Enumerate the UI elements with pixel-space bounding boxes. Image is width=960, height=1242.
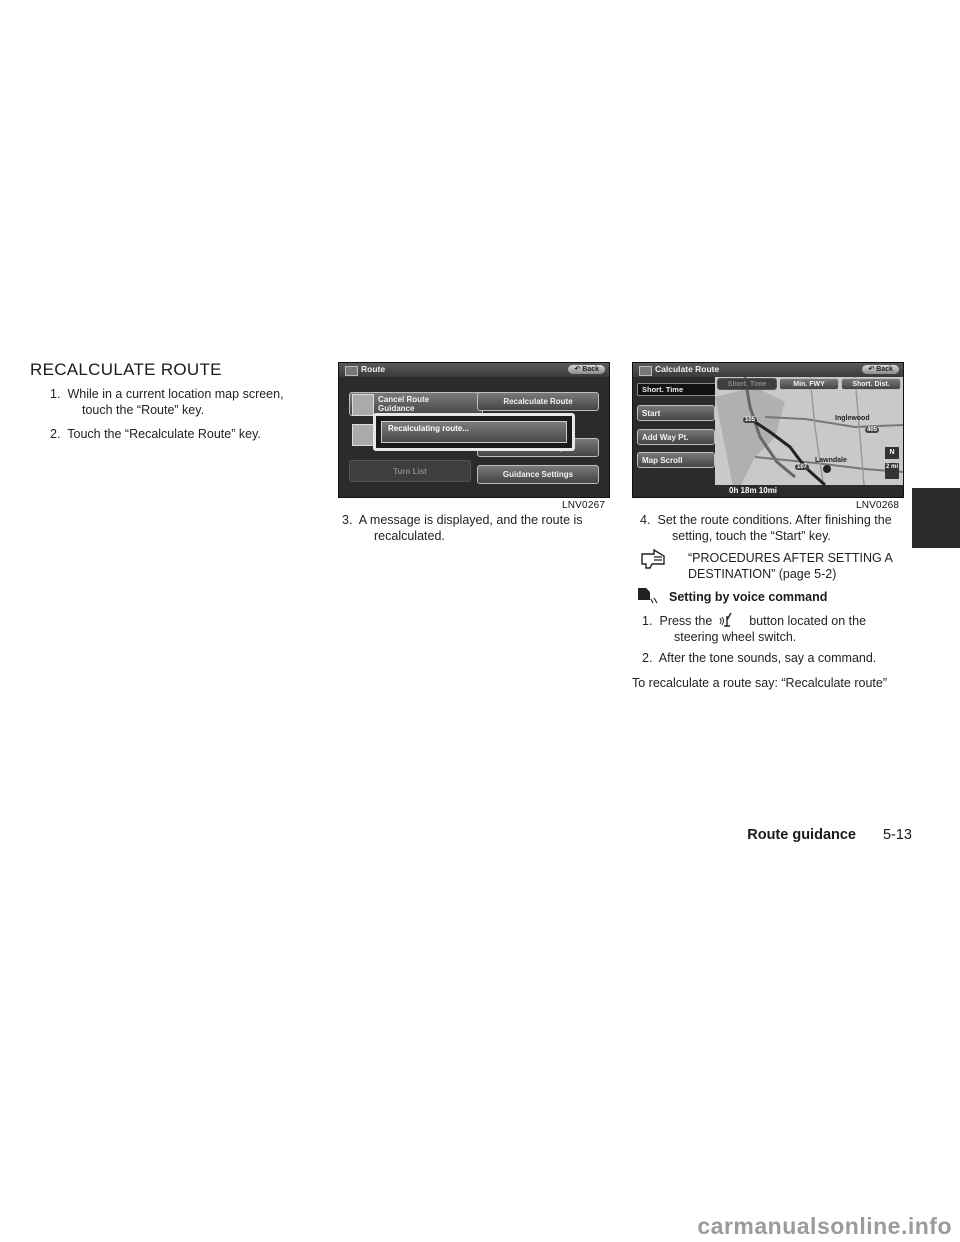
map-roads	[715, 377, 903, 497]
highway-105-shield: 105	[745, 417, 756, 423]
figure-caption-1: LNV0267	[562, 500, 606, 511]
talk-switch-icon	[718, 612, 740, 628]
voice-step-2-number: 2.	[642, 651, 653, 665]
step-1	[50, 386, 334, 418]
step-3-continuation: recalculated.	[374, 529, 445, 543]
step-2	[50, 426, 334, 442]
route-map	[715, 377, 903, 497]
step-4-continuation: setting, touch the “Start” key.	[672, 529, 831, 543]
guidance-settings-label: Guidance Settings	[502, 470, 574, 479]
start-label: Start	[642, 408, 661, 418]
step-2-number: 2.	[50, 427, 61, 441]
step-3	[342, 512, 624, 544]
scale-indicator: 2 mi	[885, 463, 899, 479]
step-3-number: 3.	[342, 513, 353, 527]
map-scroll-label: Map Scroll	[642, 455, 683, 465]
calculate-route-header	[633, 363, 903, 377]
tab-min-fwy-label: Min. FWY	[793, 380, 825, 388]
back-button: ↶ Back	[862, 365, 899, 374]
reference-pointer-icon	[640, 548, 670, 570]
voice-step-1	[642, 612, 918, 645]
route-thumbnail-2-icon	[352, 424, 374, 446]
start-button	[637, 405, 715, 421]
tab-short-dist-label: Short. Dist.	[852, 380, 890, 388]
step-4-number: 4.	[640, 513, 651, 527]
voice-command-icon	[636, 586, 658, 606]
voice-step-2-text: After the tone sounds, say a command.	[658, 651, 877, 665]
route-screen-title: Route	[361, 364, 386, 374]
turn-list-label: Turn List	[393, 466, 427, 476]
recalculating-popup	[373, 413, 575, 451]
route-condition-tabs	[715, 377, 903, 389]
footer-section-title: Route guidance	[747, 827, 856, 843]
back-label: Back	[582, 366, 599, 373]
guidance-settings-button	[477, 465, 599, 484]
highway-405-shield: 405	[867, 427, 878, 433]
turn-list-button	[349, 460, 471, 482]
menu-icon	[639, 366, 652, 376]
step-4-text: Set the route conditions. After finishing the	[657, 513, 892, 527]
step-1-continuation: touch the “Route” key.	[82, 403, 205, 417]
voice-step-1-post: button located on the	[749, 614, 867, 628]
voice-command-heading: Setting by voice command	[669, 590, 828, 604]
section-title: RECALCULATE ROUTE	[30, 360, 222, 379]
tab-short-dist	[841, 378, 901, 390]
figure-caption-2: LNV0268	[856, 500, 900, 511]
tab-short-time	[717, 378, 777, 390]
step-2-text: Touch the “Recalculate Route” key.	[67, 427, 261, 441]
watermark: carmanualsonline.info	[697, 1213, 952, 1239]
step-1-text: While in a current location map screen,	[67, 387, 284, 401]
route-thumbnail-icon	[352, 394, 374, 416]
voice-note: To recalculate a route say: “Recalculate route”	[632, 676, 887, 690]
map-scroll-button	[637, 452, 715, 468]
voice-step-1-continuation: steering wheel switch.	[674, 630, 797, 644]
voice-step-1-pre: Press the	[659, 614, 713, 628]
calculate-route-screen-image	[632, 362, 904, 498]
back-label: Back	[876, 366, 893, 373]
map-label-inglewood: Inglewood	[835, 415, 870, 422]
compass-icon: N	[885, 447, 899, 459]
step-1-number: 1.	[50, 387, 61, 401]
tab-min-fwy	[779, 378, 839, 390]
route-screen-header	[339, 363, 609, 377]
voice-step-2	[642, 650, 918, 666]
voice-step-1-number: 1.	[642, 614, 653, 628]
map-label-lawndale: Lawndale	[815, 457, 847, 464]
tab-short-time-label: Short. Time	[727, 380, 767, 388]
recalculating-message: Recalculating route...	[381, 421, 567, 443]
reference-text	[688, 550, 908, 582]
step-3-text: A message is displayed, and the route is	[358, 513, 583, 527]
chapter-side-tab	[912, 488, 960, 548]
back-button: ↶ Back	[568, 365, 605, 374]
cancel-route-guidance-label: Cancel Route Guidance	[378, 395, 430, 413]
route-status-bar: 0h 18m 10mi	[715, 485, 903, 497]
add-way-point-label: Add Way Pt.	[642, 432, 689, 442]
reference-line-1: “PROCEDURES AFTER SETTING A	[688, 551, 893, 565]
current-condition-label: Short. Time	[637, 383, 717, 396]
add-way-point-button	[637, 429, 715, 445]
route-screen-image	[338, 362, 610, 498]
recalculate-route-label: Recalculate Route	[503, 397, 573, 406]
calculate-route-title: Calculate Route	[655, 364, 720, 374]
reference-line-2: DESTINATION” (page 5-2)	[688, 567, 837, 581]
page-number: 5-13	[882, 827, 912, 843]
highway-107-shield: 107	[797, 464, 808, 470]
step-4	[640, 512, 916, 544]
menu-icon	[345, 366, 358, 376]
recalculate-route-button	[477, 392, 599, 411]
